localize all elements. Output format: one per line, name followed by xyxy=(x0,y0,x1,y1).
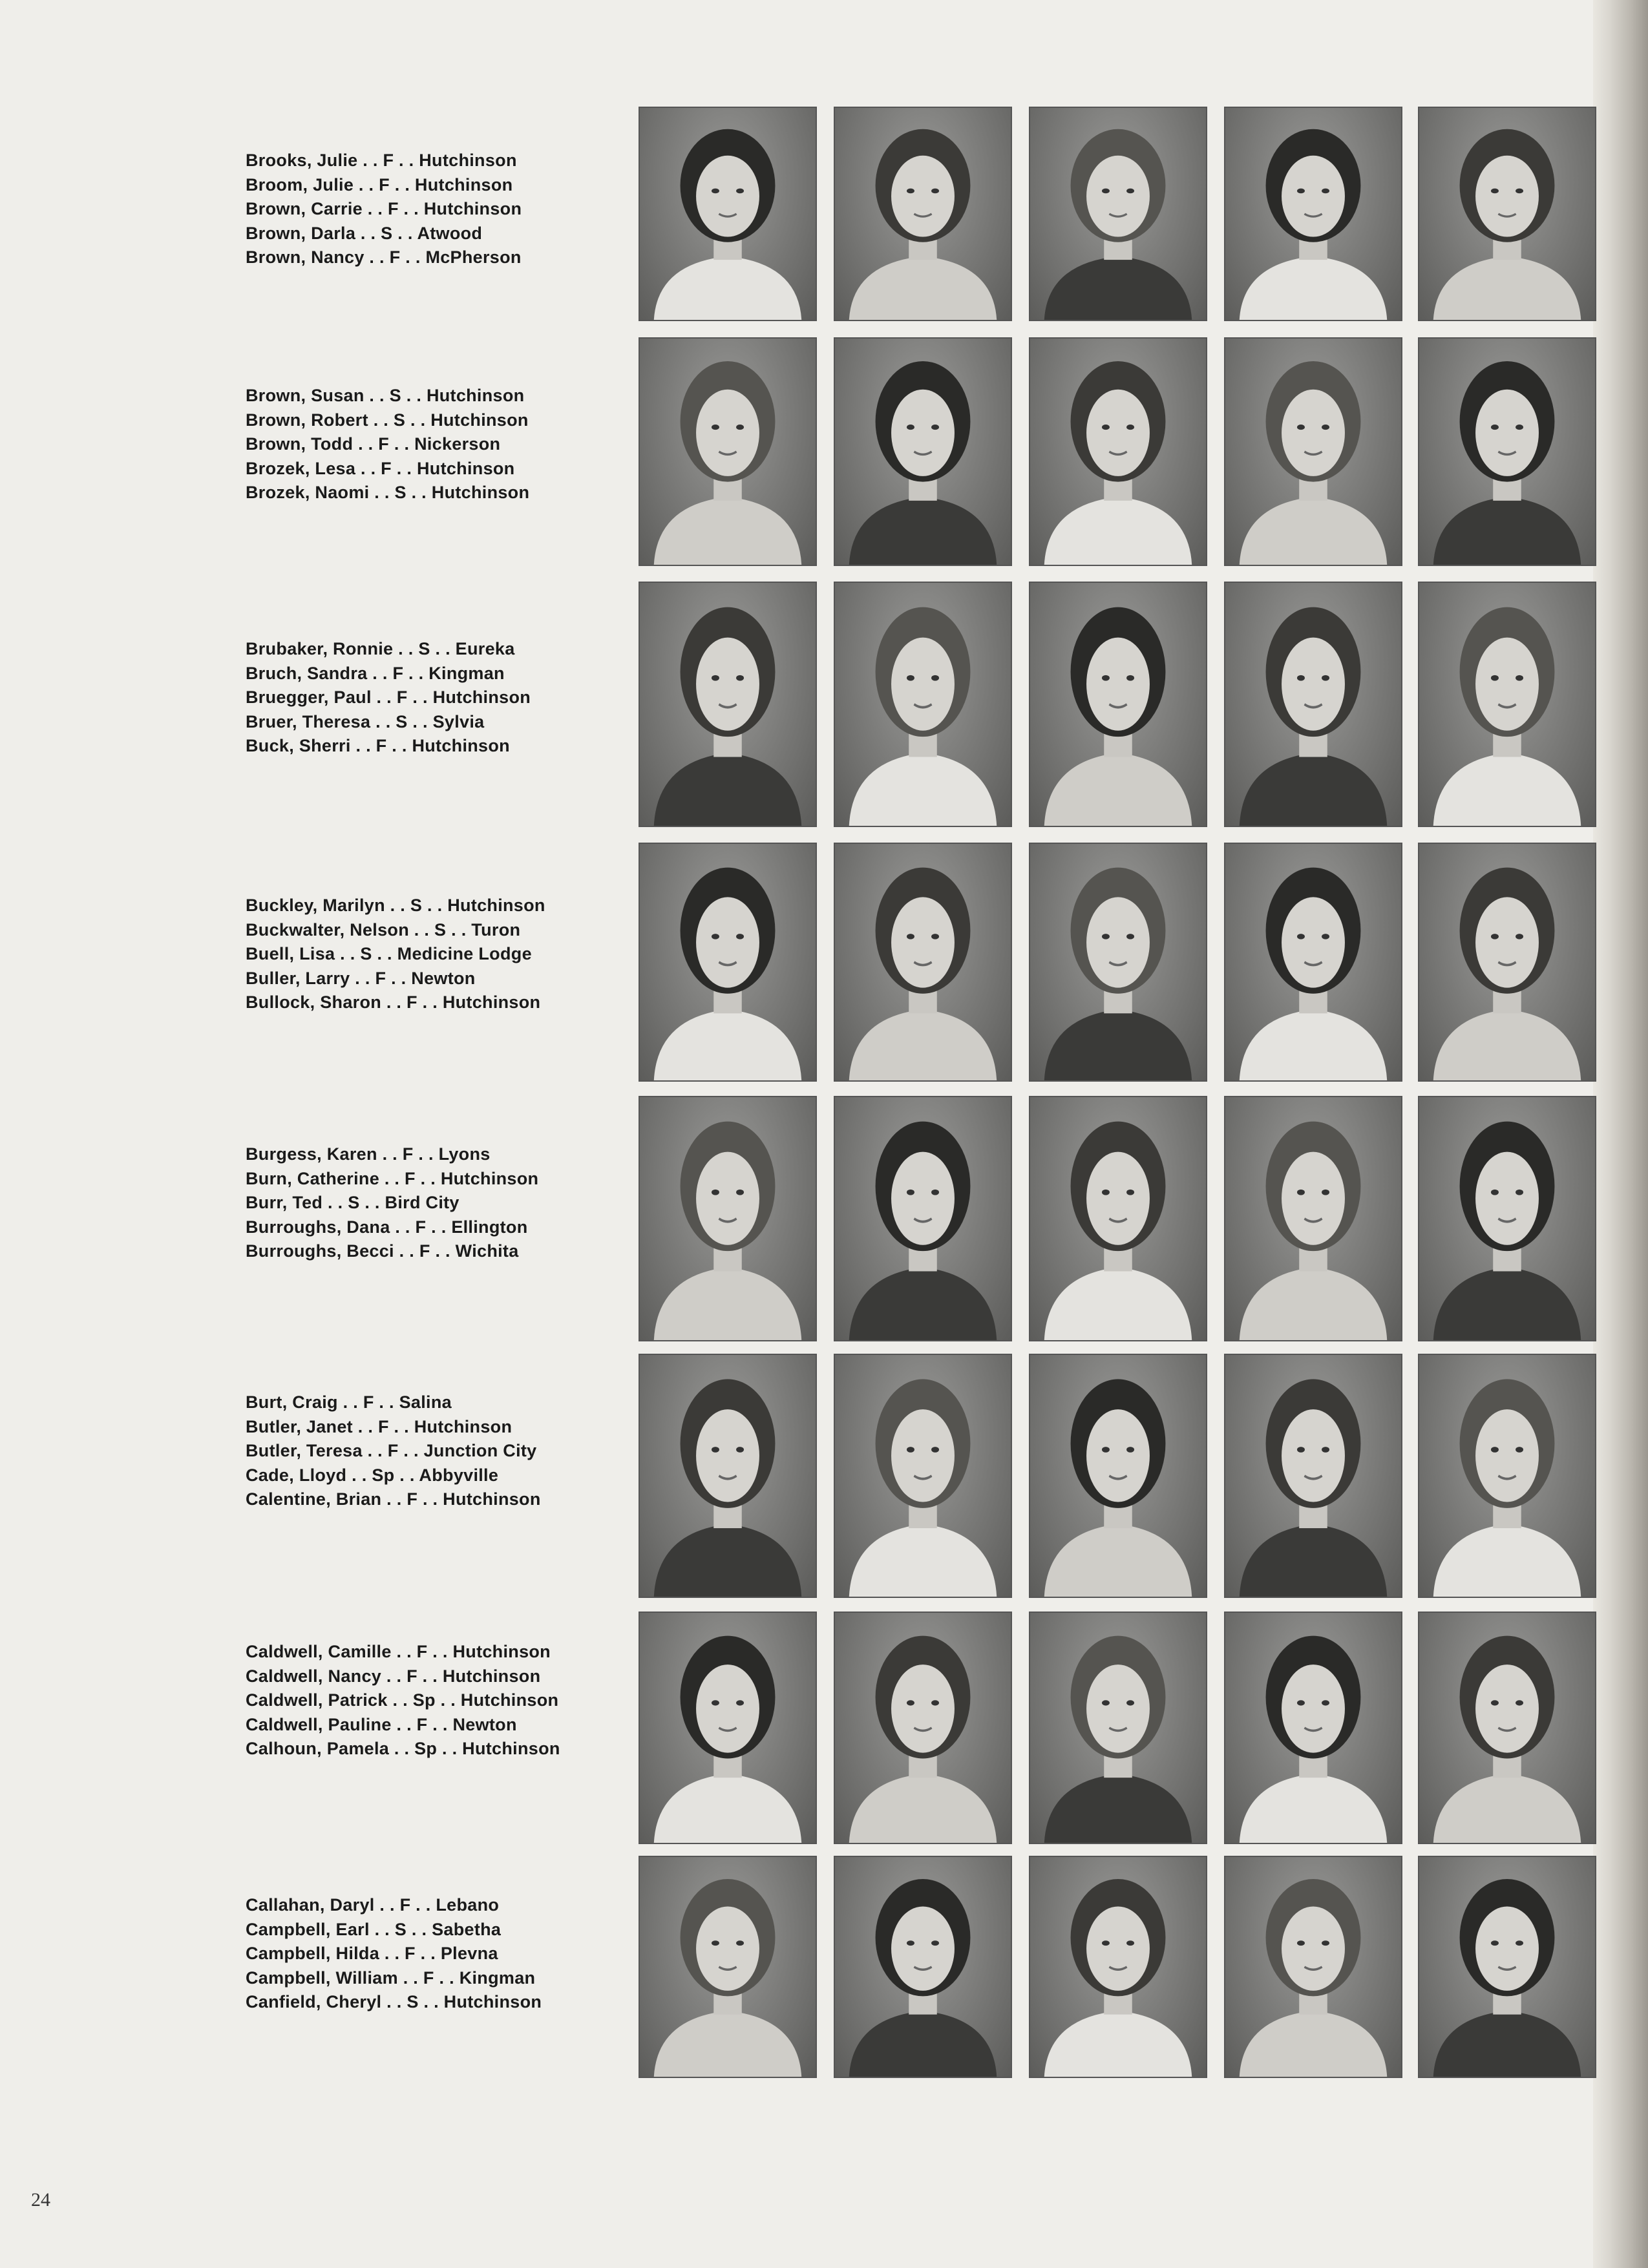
portrait-silhouette xyxy=(835,108,1011,320)
student-entry: Brown, Susan . . S . . Hutchinson xyxy=(246,386,525,405)
student-portrait-photo xyxy=(834,1354,1012,1598)
portrait-silhouette xyxy=(1419,1355,1595,1597)
student-entry: Brown, Nancy . . F . . McPherson xyxy=(246,247,522,267)
student-portrait-photo xyxy=(1029,1612,1207,1844)
student-entry: Burn, Catherine . . F . . Hutchinson xyxy=(246,1168,539,1188)
portrait-silhouette xyxy=(1030,583,1206,826)
student-entry: Calentine, Brian . . F . . Hutchinson xyxy=(246,1489,541,1509)
student-entry: Campbell, Hilda . . F . . Plevna xyxy=(246,1944,498,1963)
student-entry: Canfield, Cheryl . . S . . Hutchinson xyxy=(246,1992,542,2011)
portrait-silhouette xyxy=(1225,339,1401,565)
portrait-silhouette xyxy=(1030,1857,1206,2077)
student-portrait-photo xyxy=(639,1856,817,2078)
portrait-silhouette xyxy=(835,1097,1011,1340)
portrait-silhouette xyxy=(640,844,816,1080)
student-entry: Buck, Sherri . . F . . Hutchinson xyxy=(246,736,510,755)
student-portrait-photo xyxy=(1418,582,1596,827)
student-entry: Brozek, Lesa . . F . . Hutchinson xyxy=(246,458,515,478)
student-portrait-photo xyxy=(639,843,817,1082)
student-portrait-photo xyxy=(1224,582,1402,827)
portrait-silhouette xyxy=(835,1613,1011,1843)
name-list-row-1 xyxy=(246,149,633,270)
student-portrait-photo xyxy=(639,1354,817,1598)
student-portrait-photo xyxy=(1029,1096,1207,1341)
student-portrait-photo xyxy=(834,1612,1012,1844)
student-entry: Campbell, Earl . . S . . Sabetha xyxy=(246,1919,502,1939)
portrait-silhouette xyxy=(640,108,816,320)
portrait-silhouette xyxy=(1419,844,1595,1080)
student-entry: Buckley, Marilyn . . S . . Hutchinson xyxy=(246,896,545,915)
student-portrait-photo xyxy=(1029,337,1207,566)
student-portrait-photo xyxy=(639,337,817,566)
name-list-row-2 xyxy=(246,384,633,505)
name-list-row-3 xyxy=(246,637,633,759)
student-entry: Caldwell, Patrick . . Sp . . Hutchinson xyxy=(246,1690,559,1710)
student-portrait-photo xyxy=(1029,107,1207,321)
student-portrait-photo xyxy=(1418,1612,1596,1844)
portrait-silhouette xyxy=(1030,1355,1206,1597)
portrait-silhouette xyxy=(640,1355,816,1597)
student-entry: Burroughs, Dana . . F . . Ellington xyxy=(246,1217,528,1237)
student-entry: Calhoun, Pamela . . Sp . . Hutchinson xyxy=(246,1739,560,1758)
portrait-silhouette xyxy=(835,844,1011,1080)
portrait-silhouette xyxy=(835,583,1011,826)
student-entry: Burgess, Karen . . F . . Lyons xyxy=(246,1144,491,1164)
student-entry: Caldwell, Camille . . F . . Hutchinson xyxy=(246,1642,551,1661)
student-portrait-photo xyxy=(834,843,1012,1082)
student-entry: Bullock, Sharon . . F . . Hutchinson xyxy=(246,992,541,1012)
student-portrait-photo xyxy=(1029,1856,1207,2078)
student-entry: Buckwalter, Nelson . . S . . Turon xyxy=(246,919,521,940)
student-entry: Caldwell, Nancy . . F . . Hutchinson xyxy=(246,1666,541,1686)
student-entry: Broom, Julie . . F . . Hutchinson xyxy=(246,174,513,194)
portrait-silhouette xyxy=(1225,1613,1401,1843)
student-portrait-photo xyxy=(639,107,817,321)
student-portrait-photo xyxy=(834,337,1012,566)
student-portrait-photo xyxy=(639,1612,817,1844)
portrait-silhouette xyxy=(1030,108,1206,320)
student-entry: Callahan, Daryl . . F . . Lebano xyxy=(246,1895,500,1915)
student-portrait-photo xyxy=(1418,1354,1596,1598)
student-portrait-photo xyxy=(639,1096,817,1341)
portrait-silhouette xyxy=(1030,339,1206,565)
student-entry: Burroughs, Becci . . F . . Wichita xyxy=(246,1241,519,1261)
portrait-silhouette xyxy=(1030,1613,1206,1843)
portrait-silhouette xyxy=(835,1355,1011,1597)
student-portrait-photo xyxy=(1418,843,1596,1082)
student-portrait-photo xyxy=(1224,843,1402,1082)
student-entry: Buell, Lisa . . S . . Medicine Lodge xyxy=(246,944,532,963)
student-portrait-photo xyxy=(1418,337,1596,566)
portrait-silhouette xyxy=(1030,1097,1206,1340)
name-list-row-4 xyxy=(246,894,633,1015)
student-portrait-photo xyxy=(1418,1856,1596,2078)
student-entry: Brown, Todd . . F . . Nickerson xyxy=(246,434,501,454)
student-portrait-photo xyxy=(1224,1856,1402,2078)
student-portrait-photo xyxy=(834,107,1012,321)
student-entry: Cade, Lloyd . . Sp . . Abbyville xyxy=(246,1465,499,1485)
student-portrait-photo xyxy=(834,1096,1012,1341)
portrait-silhouette xyxy=(640,583,816,826)
portrait-silhouette xyxy=(835,339,1011,565)
portrait-silhouette xyxy=(1419,1097,1595,1340)
student-portrait-photo xyxy=(1418,1096,1596,1341)
portrait-silhouette xyxy=(640,339,816,565)
portrait-silhouette xyxy=(1419,1613,1595,1843)
student-entry: Buller, Larry . . F . . Newton xyxy=(246,968,476,988)
portrait-silhouette xyxy=(1225,108,1401,320)
student-entry: Brozek, Naomi . . S . . Hutchinson xyxy=(246,483,530,502)
student-entry: Brown, Darla . . S . . Atwood xyxy=(246,223,483,243)
student-entry: Butler, Teresa . . F . . Junction City xyxy=(246,1441,537,1460)
student-entry: Brubaker, Ronnie . . S . . Eureka xyxy=(246,639,515,658)
student-portrait-photo xyxy=(1224,337,1402,566)
portrait-silhouette xyxy=(1225,1355,1401,1597)
student-portrait-photo xyxy=(1029,843,1207,1082)
student-portrait-photo xyxy=(1029,582,1207,827)
student-portrait-photo xyxy=(639,582,817,827)
student-entry: Bruer, Theresa . . S . . Sylvia xyxy=(246,711,485,731)
student-portrait-photo xyxy=(1224,1612,1402,1844)
student-entry: Butler, Janet . . F . . Hutchinson xyxy=(246,1416,512,1436)
portrait-silhouette xyxy=(1419,108,1595,320)
student-entry: Campbell, William . . F . . Kingman xyxy=(246,1968,536,1988)
student-portrait-photo xyxy=(834,582,1012,827)
portrait-silhouette xyxy=(1225,844,1401,1080)
student-entry: Bruch, Sandra . . F . . Kingman xyxy=(246,663,505,683)
portrait-silhouette xyxy=(640,1613,816,1843)
portrait-silhouette xyxy=(1225,1097,1401,1340)
student-portrait-photo xyxy=(1224,1354,1402,1598)
portrait-silhouette xyxy=(835,1857,1011,2077)
name-list-row-8 xyxy=(246,1893,633,2015)
student-entry: Burt, Craig . . F . . Salina xyxy=(246,1392,452,1412)
page-number: 24 xyxy=(31,2189,50,2210)
student-entry: Brown, Robert . . S . . Hutchinson xyxy=(246,410,529,430)
student-entry: Burr, Ted . . S . . Bird City xyxy=(246,1193,460,1212)
portrait-silhouette xyxy=(1419,583,1595,826)
student-portrait-photo xyxy=(1029,1354,1207,1598)
student-entry: Brown, Carrie . . F . . Hutchinson xyxy=(246,199,522,218)
student-portrait-photo xyxy=(834,1856,1012,2078)
name-list-row-7 xyxy=(246,1640,633,1761)
portrait-silhouette xyxy=(640,1857,816,2077)
portrait-silhouette xyxy=(1419,1857,1595,2077)
name-list-row-5 xyxy=(246,1142,633,1264)
portrait-silhouette xyxy=(640,1097,816,1340)
student-entry: Bruegger, Paul . . F . . Hutchinson xyxy=(246,688,531,707)
portrait-silhouette xyxy=(1225,583,1401,826)
student-portrait-photo xyxy=(1224,1096,1402,1341)
portrait-silhouette xyxy=(1419,339,1595,565)
portrait-silhouette xyxy=(1225,1857,1401,2077)
student-portrait-photo xyxy=(1418,107,1596,321)
portrait-silhouette xyxy=(1030,844,1206,1080)
student-portrait-photo xyxy=(1224,107,1402,321)
student-entry: Brooks, Julie . . F . . Hutchinson xyxy=(246,151,517,170)
name-list-row-6 xyxy=(246,1391,633,1512)
page-binding-edge xyxy=(1593,0,1648,2268)
student-entry: Caldwell, Pauline . . F . . Newton xyxy=(246,1714,517,1734)
